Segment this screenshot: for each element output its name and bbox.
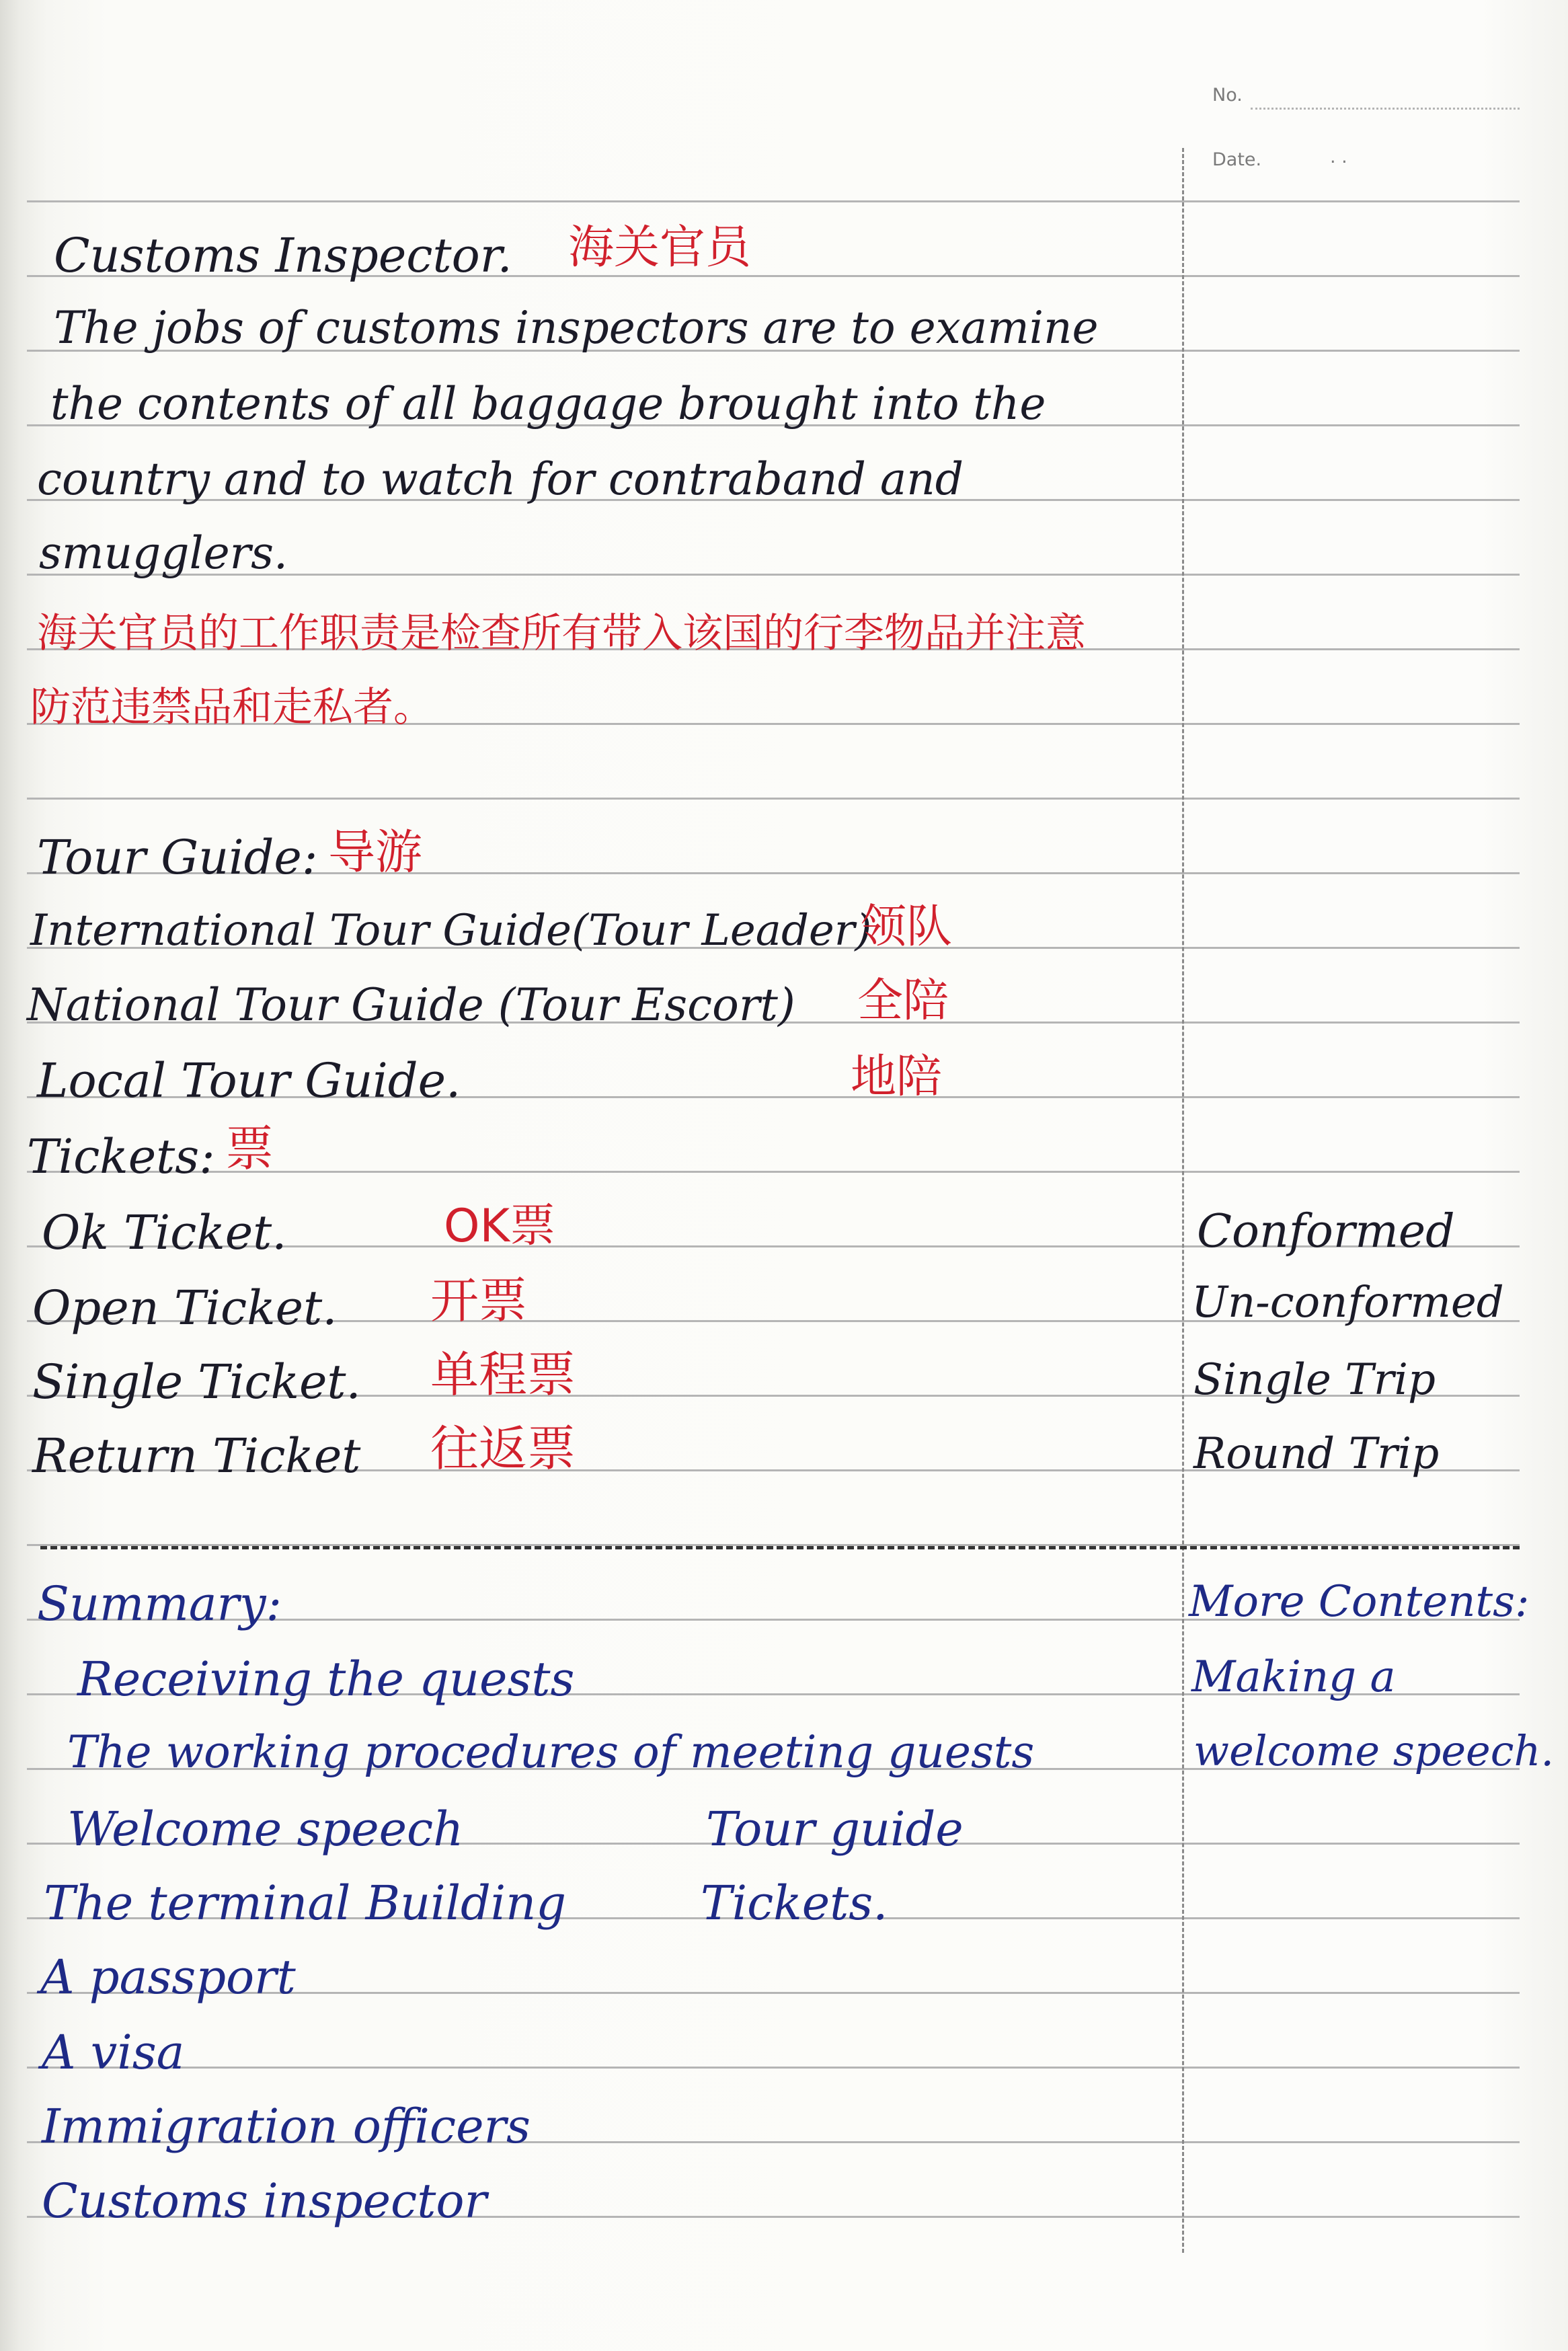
summary-item-3: Welcome speech: [67, 1802, 464, 1857]
intl-tour-guide-label: International Tour Guide(Tour Leader): [30, 906, 872, 956]
ok-ticket-side: Conformed: [1197, 1205, 1455, 1258]
more-contents-line-1: Making a: [1191, 1652, 1396, 1702]
intl-tour-guide-cn: 领队: [861, 900, 953, 954]
date-label: Date.: [1212, 149, 1262, 170]
no-label: No.: [1212, 85, 1243, 106]
body-line-3: country and to watch for contraband and: [37, 453, 964, 505]
body-line-2: the contents of all baggage brought into the: [50, 378, 1046, 430]
tickets-cn: 票: [225, 1120, 274, 1177]
summary-item-6: A visa: [42, 2025, 185, 2080]
more-contents-title: More Contents:: [1189, 1577, 1530, 1627]
summary-item-2: The working procedures of meeting guests: [67, 1726, 1035, 1778]
national-tour-guide-cn: 全陪: [857, 974, 949, 1028]
local-tour-guide-label: Local Tour Guide.: [37, 1053, 461, 1108]
body-line-4: smugglers.: [39, 527, 288, 579]
ok-ticket-label: Ok Ticket.: [42, 1205, 287, 1260]
translation-line-2: 防范违禁品和走私者。: [30, 684, 434, 731]
return-ticket-label: Return Ticket: [32, 1428, 361, 1483]
single-ticket-cn: 单程票: [430, 1346, 576, 1403]
single-ticket-side: Single Trip: [1193, 1355, 1436, 1405]
return-ticket-side: Round Trip: [1193, 1429, 1440, 1479]
summary-item-1: Receiving the quests: [77, 1652, 575, 1707]
customs-inspector-title-cn: 海关官员: [568, 221, 752, 274]
tickets-label: Tickets:: [27, 1129, 215, 1184]
return-ticket-cn: 往返票: [430, 1420, 576, 1477]
margin-divider: [1182, 148, 1184, 2253]
summary-item-5: A passport: [40, 1950, 296, 2005]
section-separator: [40, 1546, 1520, 1549]
open-ticket-label: Open Ticket.: [32, 1280, 338, 1336]
tour-guide-cn: 导游: [328, 824, 422, 880]
no-line: [1251, 108, 1520, 110]
ruled-line: [27, 200, 1520, 202]
translation-line-1: 海关官员的工作职责是检查所有带入该国的行李物品并注意: [37, 610, 1086, 657]
summary-title: Summary:: [37, 1576, 282, 1631]
open-ticket-side: Un-conformed: [1191, 1278, 1504, 1327]
open-ticket-cn: 开票: [430, 1272, 528, 1329]
summary-item-7: Immigration officers: [42, 2099, 531, 2154]
tour-guide-label: Tour Guide:: [37, 830, 318, 885]
summary-item-8: Customs inspector: [42, 2173, 487, 2229]
summary-right-2: Tickets.: [701, 1876, 888, 1931]
date-dots: . .: [1330, 147, 1347, 167]
ruled-line: [27, 2067, 1520, 2069]
more-contents-line-2: welcome speech.: [1193, 1726, 1555, 1775]
single-ticket-label: Single Ticket.: [32, 1354, 361, 1410]
national-tour-guide-label: National Tour Guide (Tour Escort): [27, 979, 795, 1031]
summary-item-4: The terminal Building: [44, 1876, 567, 1931]
ok-ticket-cn: OK票: [444, 1200, 556, 1253]
customs-inspector-title: Customs Inspector.: [54, 228, 512, 283]
ruled-line: [27, 798, 1520, 800]
summary-right-1: Tour guide: [706, 1802, 964, 1857]
body-line-1: The jobs of customs inspectors are to examine: [54, 302, 1099, 354]
local-tour-guide-cn: 地陪: [851, 1050, 943, 1104]
